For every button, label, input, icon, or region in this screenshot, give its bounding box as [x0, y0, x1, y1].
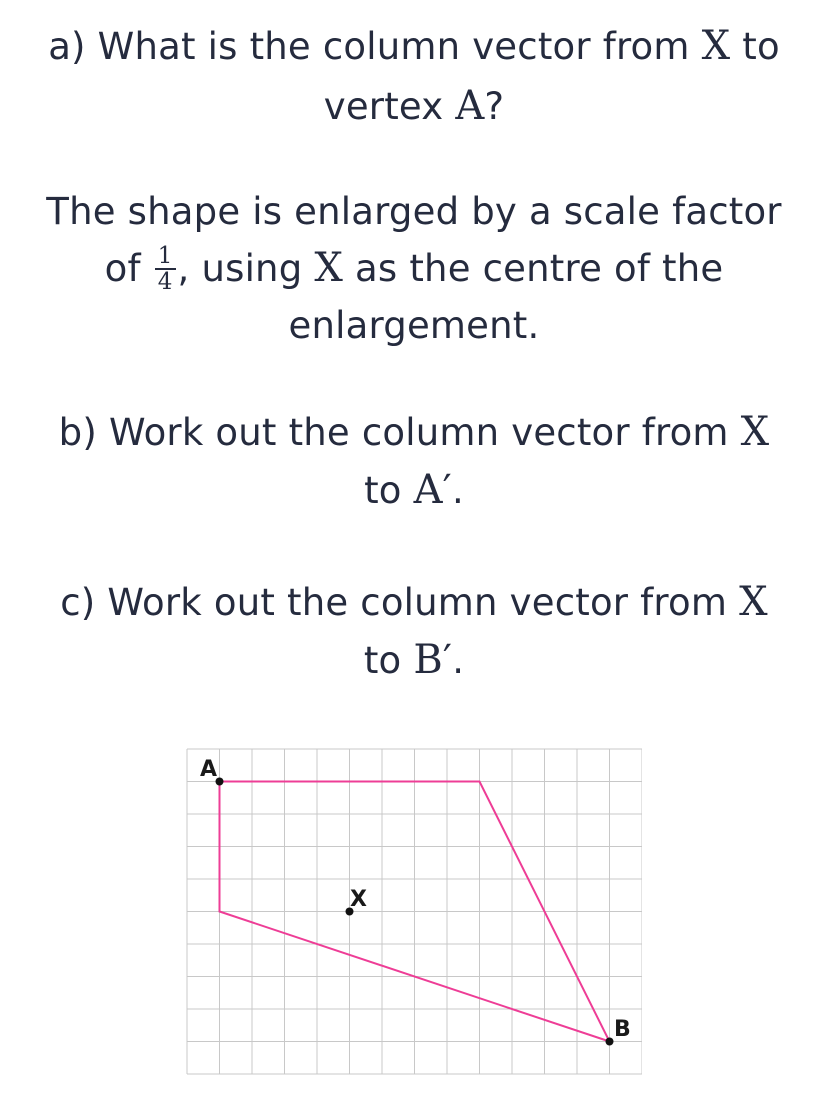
intro-of: of — [104, 247, 141, 290]
question-b-line-1 — [0, 404, 828, 461]
label-x: X — [350, 887, 367, 912]
question-b-label: b) — [58, 411, 97, 454]
grid — [187, 749, 642, 1074]
enlargement-diagram — [186, 748, 642, 1076]
question-a-label: a) — [48, 25, 86, 68]
question-c-text: Work out the column vector from — [107, 581, 728, 624]
question-c-label: c) — [60, 581, 96, 624]
question-a-vertex-text: vertex — [323, 85, 444, 128]
question-b-to: to — [364, 469, 402, 512]
question-c-period: . — [452, 639, 465, 682]
question-b-period: . — [451, 469, 464, 512]
question-a-line-1 — [0, 18, 828, 75]
fraction-one-quarter — [155, 244, 176, 294]
question-c-line-2 — [0, 632, 828, 689]
label-b: B — [614, 1017, 631, 1042]
var-x: X — [701, 23, 731, 69]
fraction-numerator: 1 — [155, 244, 176, 270]
question-mark: ? — [484, 85, 505, 128]
intro-line-2 — [0, 240, 828, 297]
question-c-to: to — [363, 639, 402, 682]
question-a-line-2 — [0, 78, 828, 135]
intro-line-3: enlargement. — [288, 304, 540, 347]
question-b-text: Work out the column vector from — [108, 411, 729, 454]
question-a-to: to — [742, 25, 780, 68]
question-c-line-1 — [0, 574, 828, 631]
label-a: A — [200, 757, 218, 782]
fraction-denominator: 4 — [157, 268, 173, 295]
var-x: X — [740, 409, 770, 455]
var-x: X — [739, 579, 768, 625]
var-a-prime: A′ — [413, 467, 452, 513]
var-a: A — [455, 83, 485, 129]
var-x: X — [314, 245, 344, 291]
intro-using: , using — [177, 247, 303, 290]
var-b-prime: B′ — [413, 637, 453, 683]
intro-centre: as the centre of the — [355, 247, 724, 290]
question-a-text: What is the column vector from — [97, 25, 690, 68]
point-b — [606, 1038, 614, 1046]
intro-line-1: The shape is enlarged by a scale factor — [46, 190, 782, 233]
question-b-line-2 — [0, 462, 828, 519]
